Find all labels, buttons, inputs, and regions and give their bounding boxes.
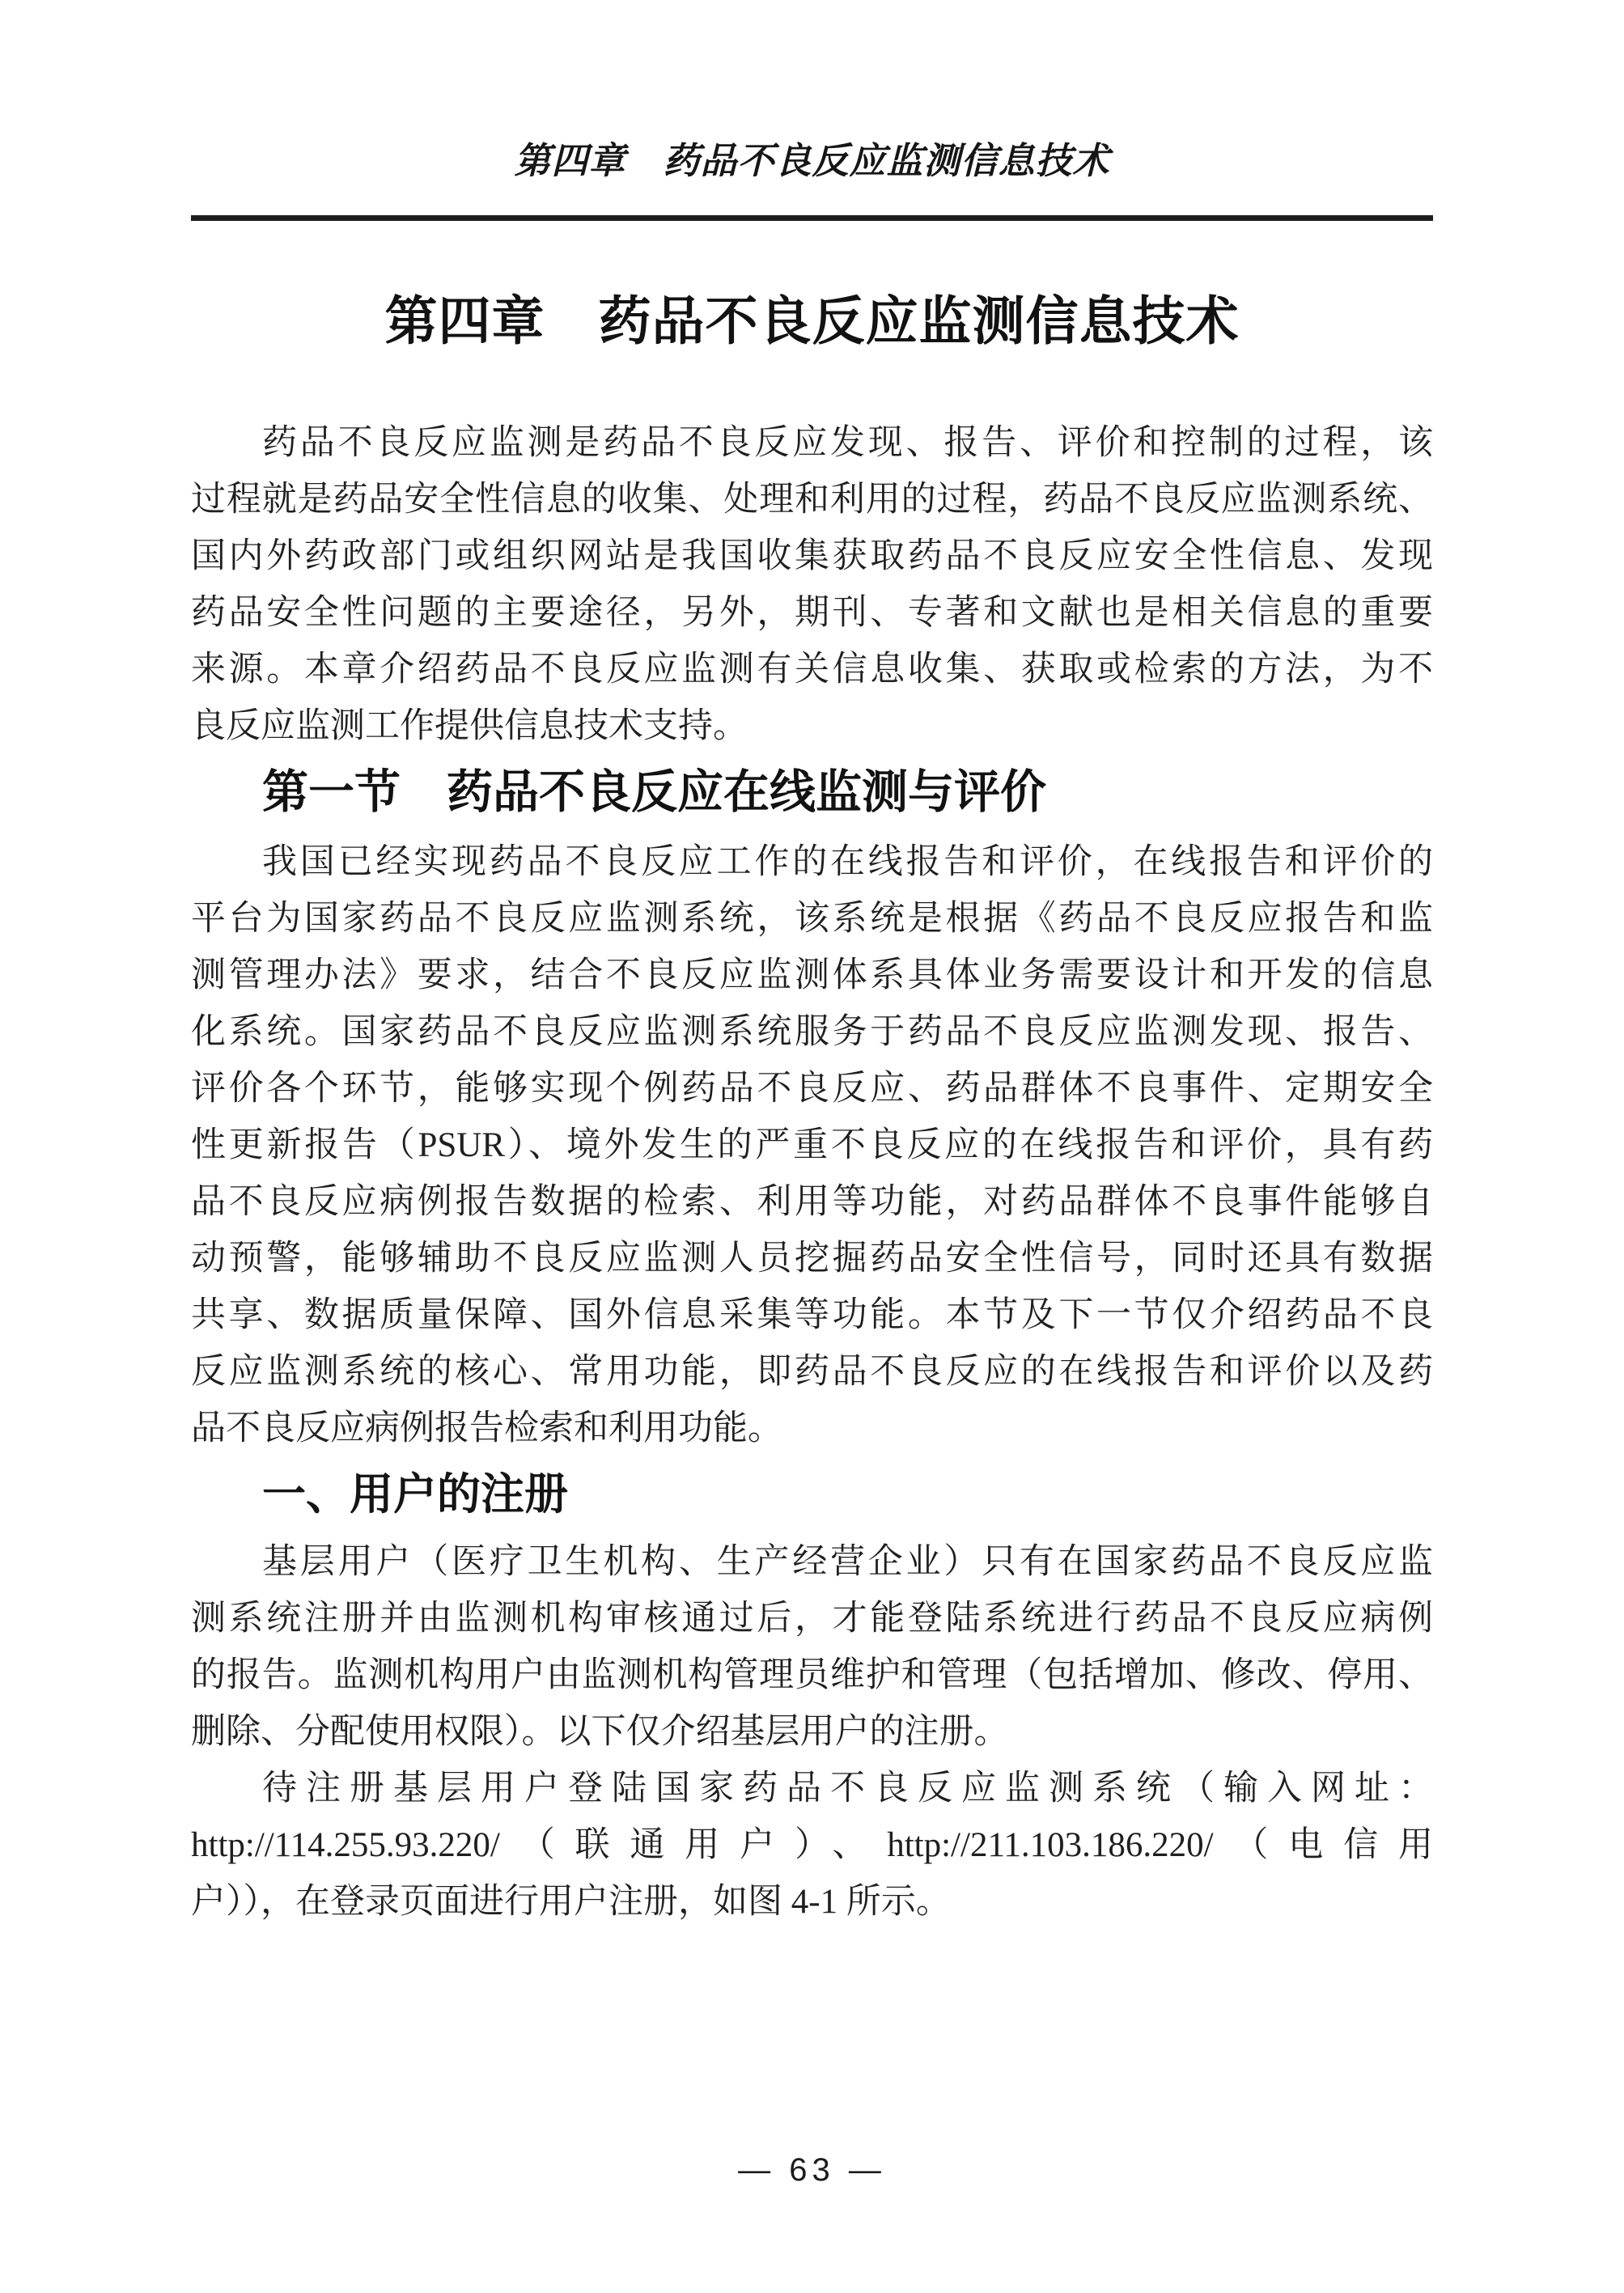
text-line: 来源。本章介绍药品不良反应监测有关信息收集、获取或检索的方法，为不 <box>191 651 1433 689</box>
text-line: 待注册基层用户登陆国家药品不良反应监测系统（输入网址： <box>262 1769 1433 1808</box>
running-header: 第四章 药品不良反应监测信息技术 <box>514 140 1110 181</box>
body-text <box>191 415 1433 1931</box>
text-line: 性更新报告（PSUR）、境外发生的严重不良反应的在线报告和评价，具有药 <box>191 1126 1433 1165</box>
text-line: 平台为国家药品不良反应监测系统，该系统是根据《药品不良反应报告和监 <box>191 900 1433 939</box>
text-line: 基层用户（医疗卫生机构、生产经营企业）只有在国家药品不良反应监 <box>262 1542 1433 1581</box>
text-line: 良反应监测工作提供信息技术支持。 <box>191 707 748 745</box>
page-number: — 63 — <box>738 2152 886 2188</box>
chapter-title: 第四章 药品不良反应监测信息技术 <box>384 293 1240 351</box>
text-line: 测系统注册并由监测机构审核通过后，才能登陆系统进行药品不良反应病例 <box>191 1599 1433 1638</box>
text-line: 共享、数据质量保障、国外信息采集等功能。本节及下一节仅介绍药品不良 <box>191 1296 1433 1335</box>
text-line: 测管理办法》要求，结合不良反应监测体系具体业务需要设计和开发的信息 <box>191 956 1433 995</box>
text-line: 评价各个环节，能够实现个例药品不良反应、药品群体不良事件、定期安全 <box>191 1070 1433 1108</box>
section-title: 第一节 药品不良反应在线监测与评价 <box>262 767 1046 818</box>
text-line: 国内外药政部门或组织网站是我国收集获取药品不良反应安全性信息、发现 <box>191 537 1433 575</box>
text-line: 过程就是药品安全性信息的收集、处理和利用的过程，药品不良反应监测系统、 <box>191 481 1433 519</box>
header-rule <box>191 215 1433 221</box>
page-content <box>191 0 1433 1931</box>
paragraph <box>191 1534 1433 1761</box>
text-line: 药品不良反应监测是药品不良反应发现、报告、评价和控制的过程，该 <box>262 424 1433 462</box>
text-line: 反应监测系统的核心、常用功能，即药品不良反应的在线报告和评价以及药 <box>191 1353 1433 1392</box>
text-line: 户）），在登录页面进行用户注册，如图 4-1 所示。 <box>191 1882 951 1921</box>
paragraph <box>191 415 1433 755</box>
text-line: http://114.255.93.220/（联通用户）、http://211.103.186.220/（电信用 <box>191 1825 1433 1864</box>
text-line: 化系统。国家药品不良反应监测系统服务于药品不良反应监测发现、报告、 <box>191 1013 1433 1052</box>
subsection-title: 一、用户的注册 <box>262 1470 568 1519</box>
text-line: 品不良反应病例报告数据的检索、利用等功能，对药品群体不良事件能够自 <box>191 1183 1433 1222</box>
text-line: 品不良反应病例报告检索和利用功能。 <box>191 1409 782 1448</box>
text-line: 的报告。监测机构用户由监测机构管理员维护和管理（包括增加、修改、停用、 <box>191 1655 1433 1694</box>
paragraph <box>191 834 1433 1457</box>
text-line: 动预警，能够辅助不良反应监测人员挖掘药品安全性信号，同时还具有数据 <box>191 1240 1433 1278</box>
text-line: 药品安全性问题的主要途径，另外，期刊、专著和文献也是相关信息的重要 <box>191 594 1433 632</box>
text-line: 删除、分配使用权限）。以下仅介绍基层用户的注册。 <box>191 1712 1009 1751</box>
paragraph <box>191 1761 1433 1931</box>
text-line: 我国已经实现药品不良反应工作的在线报告和评价，在线报告和评价的 <box>262 843 1433 882</box>
